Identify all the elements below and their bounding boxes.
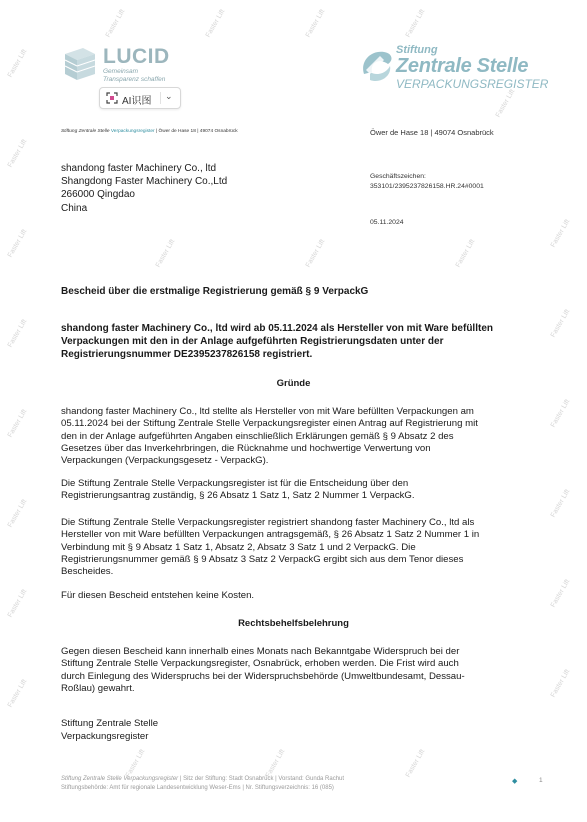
watermark: Faster Lift	[6, 588, 29, 619]
footer-details: | Sitz der Stiftung: Stadt Osnabrück | Vorstand: Gunda Rachut	[178, 776, 345, 782]
divider	[160, 92, 161, 104]
paragraph-line: Die Stiftung Zentrale Stelle Verpackungsregister registriert shandong faster Machinery Co., ltd als	[61, 517, 475, 528]
watermark: Faster Lift	[304, 238, 327, 269]
closing-line: Stiftung Zentrale Stelle	[61, 718, 159, 729]
zsvr-logo	[358, 44, 548, 92]
watermark: Faster Lift	[304, 8, 327, 39]
paragraph-line: Gesetzes über das Inverkehrbringen, die Rücknahme und hochwertige Verwertung von	[61, 442, 431, 454]
reference-number: 353101/2395237826158.HR.24#0001	[370, 183, 484, 190]
watermark: Faster Lift	[6, 138, 29, 169]
paragraph-line: durch Einlegung des Widerspruchs bei der Widerspruchsbehörde (Umweltbundesamt, Dessau-	[61, 670, 465, 682]
chevron-down-icon[interactable]: ⌄	[165, 91, 173, 101]
lucid-tagline: Transparenz schaffen	[103, 76, 166, 83]
zsvr-logo-line: Stiftung	[396, 44, 438, 56]
watermark: Faster Lift	[549, 398, 572, 429]
watermark: Faster Lift	[6, 48, 29, 79]
zsvr-logo-line: VERPACKUNGSREGISTER	[396, 77, 549, 91]
watermark: Faster Lift	[494, 88, 517, 119]
watermark: Faster Lift	[154, 238, 177, 269]
scan-icon	[106, 92, 118, 104]
paragraph-legal-remedy	[61, 646, 531, 695]
closing-line: Verpackungsregister	[61, 730, 149, 742]
paragraph-line: den in der Anlage aufgeführten Angaben einschließlich Erklärungen gemäß § 9 Absatz 2 des	[61, 430, 454, 442]
page-number: 1	[539, 777, 543, 784]
tenor-line: shandong faster Machinery Co., ltd wird ab 05.11.2024 als Hersteller von mit Ware befüllten	[61, 323, 493, 334]
paragraph-line: Bescheides.	[61, 566, 114, 578]
paragraph-line: Roßlau) gewahrt.	[61, 682, 135, 694]
tenor-line: Registrierungsnummer DE2395237826158 registriert.	[61, 348, 313, 360]
issuer-address: Öwer de Hase 18 | 49074 Osnabrück	[370, 128, 494, 137]
paragraph-line: Verbindung mit § 9 Absatz 1 Satz 1, Absatz 2, Absatz 3 Satz 1 und 2 VerpackG. Die	[61, 541, 416, 553]
paragraph-costs	[61, 590, 531, 602]
watermark: Faster Lift	[264, 748, 287, 779]
ai-image-recognition-button[interactable]	[99, 87, 181, 109]
paragraph-line: Registrierungsnummer gemäß § 9 Absatz 3 Satz 2 VerpackG ergibt sich aus dem Tenor dieses	[61, 553, 464, 565]
footer-org: Stiftung Zentrale Stelle Verpackungsregister	[61, 776, 179, 782]
watermark: Faster Lift	[549, 578, 572, 609]
recipient-line: shandong faster Machinery Co., ltd	[61, 163, 217, 174]
paragraph-line: Die Stiftung Zentrale Stelle Verpackungsregister ist für die Entscheidung über den	[61, 478, 409, 489]
watermark: Faster Lift	[6, 228, 29, 259]
watermark: Faster Lift	[104, 8, 127, 39]
lucid-wordmark: LUCID	[103, 45, 170, 68]
decision-tenor	[61, 323, 531, 361]
paragraph-line: Hersteller von mit Ware befüllten Verpackungen antragsgemäß, § 26 Absatz 1 Satz 2 Nummer 1 in	[61, 529, 480, 541]
zsvr-logo-line: Zentrale Stelle	[396, 55, 529, 77]
tenor-line: Verpackungen mit den in der Anlage aufgeführten Registrierungsdaten unter der	[61, 335, 444, 347]
watermark: Faster Lift	[6, 498, 29, 529]
watermark: Faster Lift	[404, 748, 427, 779]
sender-org-highlight: Verpackungsregister	[110, 129, 155, 134]
paragraph-line: Stiftung Zentrale Stelle Verpackungsregister, Osnabrück, erhoben werden. Die Frist wird auch	[61, 658, 459, 670]
document-subject: Bescheid über die erstmalige Registrierung gemäß § 9 VerpackG	[61, 286, 369, 297]
recipient-line: 266000 Qingdao	[61, 189, 135, 201]
paragraph-application	[61, 406, 531, 467]
watermark: Faster Lift	[404, 8, 427, 39]
footer-line: Stiftungsbehörde: Amt für regionale Landesentwicklung Weser-Ems | Nr. Stiftungsverzeichnis: 16 (085)	[61, 785, 334, 791]
watermark: Faster Lift	[549, 488, 572, 519]
recipient-line: Shangdong Faster Machinery Co.,Ltd	[61, 176, 228, 188]
watermark: Faster Lift	[204, 8, 227, 39]
watermark: Faster Lift	[124, 748, 147, 779]
paragraph-line: 05.11.2024 bei der Stiftung Zentrale Stelle Verpackungsregister einen Antrag auf Registrierung mit	[61, 418, 478, 430]
watermark: Faster Lift	[6, 318, 29, 349]
paragraph-line: Verpackungen (Verpackungsgesetz - VerpackG).	[61, 455, 269, 467]
recipient-line: China	[61, 202, 88, 214]
closing-signature-block	[61, 718, 158, 743]
paragraph-registration	[61, 517, 531, 578]
lucid-logo	[61, 44, 191, 84]
sender-return-address	[61, 129, 238, 134]
watermark: Faster Lift	[549, 308, 572, 339]
zsvr-swirl-icon	[358, 44, 396, 88]
page-marker-icon: ◆	[512, 778, 518, 785]
section-heading-rechtsbehelf: Rechtsbehelfsbelehrung	[238, 618, 349, 629]
document-date: 05.11.2024	[370, 219, 404, 226]
paragraph-line: shandong faster Machinery Co., ltd stellte als Hersteller von mit Ware befüllten Verpackungen am	[61, 406, 474, 417]
sender-org: Stiftung Zentrale Stelle	[61, 129, 110, 134]
watermark: Faster Lift	[549, 668, 572, 699]
paragraph-line: Gegen diesen Bescheid kann innerhalb eines Monats nach Bekanntgabe Widerspruch bei der	[61, 646, 460, 657]
recipient-address-block	[61, 162, 227, 215]
sender-address: | Öwer de Hase 18 | 49074 Osnabrück	[155, 129, 238, 134]
ai-image-recognition-label: AI识图	[122, 96, 152, 107]
footer-line	[61, 776, 344, 782]
watermark: Faster Lift	[454, 238, 477, 269]
watermark: Faster Lift	[6, 678, 29, 709]
watermark: Faster Lift	[549, 218, 572, 249]
reference-label: Geschäftszeichen:	[370, 173, 426, 180]
watermark: Faster Lift	[6, 408, 29, 439]
paragraph-competence	[61, 478, 531, 503]
lucid-cube-icon	[61, 46, 99, 82]
paragraph-line: Registrierungsantrag zuständig, § 26 Absatz 1 Satz 1, Satz 2 Nummer 1 VerpackG.	[61, 490, 415, 502]
section-heading-gruende: Gründe	[276, 378, 311, 389]
lucid-tagline: Gemeinsam	[103, 68, 139, 75]
paragraph-line: Für diesen Bescheid entstehen keine Kosten.	[61, 590, 255, 601]
